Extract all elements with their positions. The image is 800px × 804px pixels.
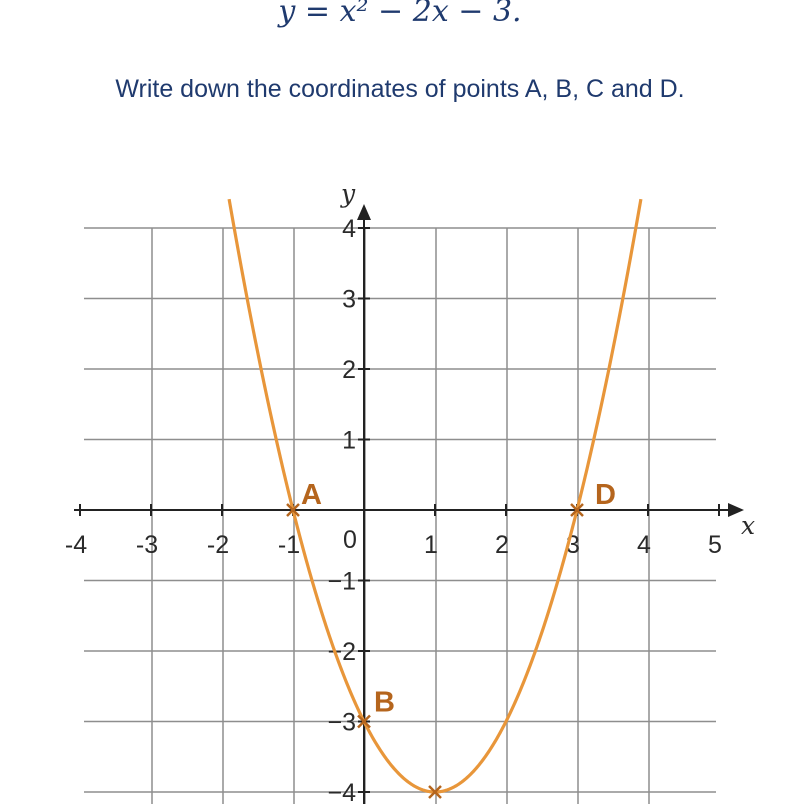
y-axis-arrow xyxy=(357,204,371,220)
point-label-b: B xyxy=(374,686,395,719)
x-tick-label: 4 xyxy=(637,531,651,559)
curve-layer xyxy=(229,199,641,792)
x-tick-label: 2 xyxy=(495,531,509,559)
y-tick-label: −1 xyxy=(327,567,356,596)
x-tick-label: 1 xyxy=(424,531,438,559)
y-axis-label: y xyxy=(341,179,356,208)
x-tick-label: -2 xyxy=(206,531,230,559)
equation: y = x² − 2x − 3. xyxy=(278,0,522,29)
y-tick-label: 2 xyxy=(342,356,356,384)
point-label-a: A xyxy=(301,479,322,511)
x-axis-label: x xyxy=(741,511,756,540)
y-tick-label: −2 xyxy=(327,638,356,666)
x-tick-label: -1 xyxy=(277,531,301,559)
parabola-curve xyxy=(229,199,641,792)
y-tick-label: −3 xyxy=(327,708,356,737)
question-text: Write down the coordinates of points A, B, C and D. xyxy=(115,75,685,103)
y-tick-label: −4 xyxy=(327,779,356,804)
point-label-d: D xyxy=(595,479,616,511)
x-tick-label: -3 xyxy=(135,531,159,559)
x-tick-label: 0 xyxy=(343,526,357,554)
y-tick-label: 4 xyxy=(342,215,356,243)
x-tick-label: 3 xyxy=(566,531,580,559)
y-tick-label: 1 xyxy=(342,426,356,455)
axes xyxy=(74,179,755,804)
x-tick-label: 5 xyxy=(708,531,722,559)
y-tick-label: 3 xyxy=(342,285,356,314)
x-tick-label: -4 xyxy=(64,531,88,559)
